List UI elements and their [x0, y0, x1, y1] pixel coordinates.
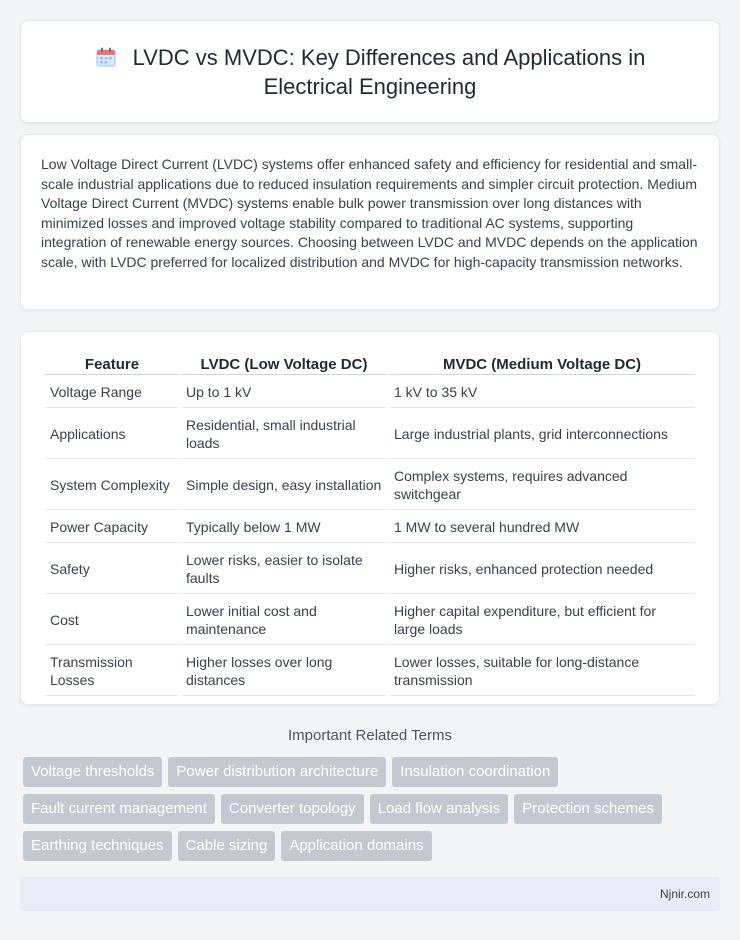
table-row: [45, 545, 695, 594]
table-row: [45, 647, 695, 696]
mvdc-cell: 1 MW to several hundred MW: [389, 512, 695, 543]
header-mvdc: MVDC (Medium Voltage DC): [389, 353, 695, 375]
title-card: [20, 20, 720, 123]
lvdc-cell: Higher losses over long distances: [181, 647, 387, 696]
table-header-row: [45, 353, 695, 375]
comparison-table-card: [20, 331, 720, 705]
table-row: [45, 461, 695, 510]
tag-earthing-techniques[interactable]: Earthing techniques: [23, 831, 172, 861]
feature-cell: Applications: [45, 410, 179, 459]
table-row: [45, 410, 695, 459]
related-terms-section: [20, 727, 720, 861]
feature-cell: System Complexity: [45, 461, 179, 510]
page-title: LVDC vs MVDC: Key Differences and Applications in Electrical Engineering: [132, 44, 646, 99]
tag-voltage-thresholds[interactable]: Voltage thresholds: [23, 757, 162, 787]
table-row: [45, 596, 695, 645]
tag-cable-sizing[interactable]: Cable sizing: [178, 831, 276, 861]
footer-site[interactable]: Njnir.com: [659, 887, 710, 901]
lvdc-cell: Lower initial cost and maintenance: [181, 596, 387, 645]
feature-cell: Power Capacity: [45, 512, 179, 543]
footer: [20, 877, 720, 911]
feature-cell: Safety: [45, 545, 179, 594]
table-row: [45, 377, 695, 408]
tag-application-domains[interactable]: Application domains: [281, 831, 431, 861]
tag-insulation-coordination[interactable]: Insulation coordination: [392, 757, 558, 787]
feature-cell: Voltage Range: [45, 377, 179, 408]
related-terms-title: Important Related Terms: [288, 727, 452, 744]
page-title-wrap: [61, 43, 679, 101]
lvdc-cell: Simple design, easy installation: [181, 461, 387, 510]
tag-converter-topology[interactable]: Converter topology: [221, 794, 364, 824]
tag-fault-current-management[interactable]: Fault current management: [23, 794, 215, 824]
mvdc-cell: Large industrial plants, grid interconnections: [389, 410, 695, 459]
mvdc-cell: 1 kV to 35 kV: [389, 377, 695, 408]
mvdc-cell: Higher capital expenditure, but efficient for large loads: [389, 596, 695, 645]
tag-load-flow-analysis[interactable]: Load flow analysis: [370, 794, 509, 824]
comparison-table: [43, 351, 697, 698]
tag-protection-schemes[interactable]: Protection schemes: [514, 794, 662, 824]
mvdc-cell: Higher risks, enhanced protection needed: [389, 545, 695, 594]
lvdc-cell: Lower risks, easier to isolate faults: [181, 545, 387, 594]
intro-text: Low Voltage Direct Current (LVDC) systems offer enhanced safety and efficiency for residential and small-scale industrial applications due to reduced insulation requirements and simpler circuit protection. Medium Voltage Direct Current (MVDC) systems enable bulk power transmission over long distances with minimized losses and improved voltage stability compared to traditional AC systems, supporting integration of renewable energy sources. Choosing between LVDC and MVDC depends on the application scale, with LVDC preferred for localized distribution and MVDC for high-capacity transmission networks.: [41, 156, 698, 270]
related-terms-tags: [20, 757, 720, 861]
mvdc-cell: Complex systems, requires advanced switchgear: [389, 461, 695, 510]
calendar-icon: [95, 46, 117, 68]
lvdc-cell: Up to 1 kV: [181, 377, 387, 408]
tag-power-distribution-architecture[interactable]: Power distribution architecture: [168, 757, 386, 787]
intro-card: [20, 134, 720, 310]
feature-cell: Transmission Losses: [45, 647, 179, 696]
table-row: [45, 512, 695, 543]
mvdc-cell: Lower losses, suitable for long-distance transmission: [389, 647, 695, 696]
lvdc-cell: Typically below 1 MW: [181, 512, 387, 543]
header-lvdc: LVDC (Low Voltage DC): [181, 353, 387, 375]
feature-cell: Cost: [45, 596, 179, 645]
header-feature: Feature: [45, 353, 179, 375]
lvdc-cell: Residential, small industrial loads: [181, 410, 387, 459]
